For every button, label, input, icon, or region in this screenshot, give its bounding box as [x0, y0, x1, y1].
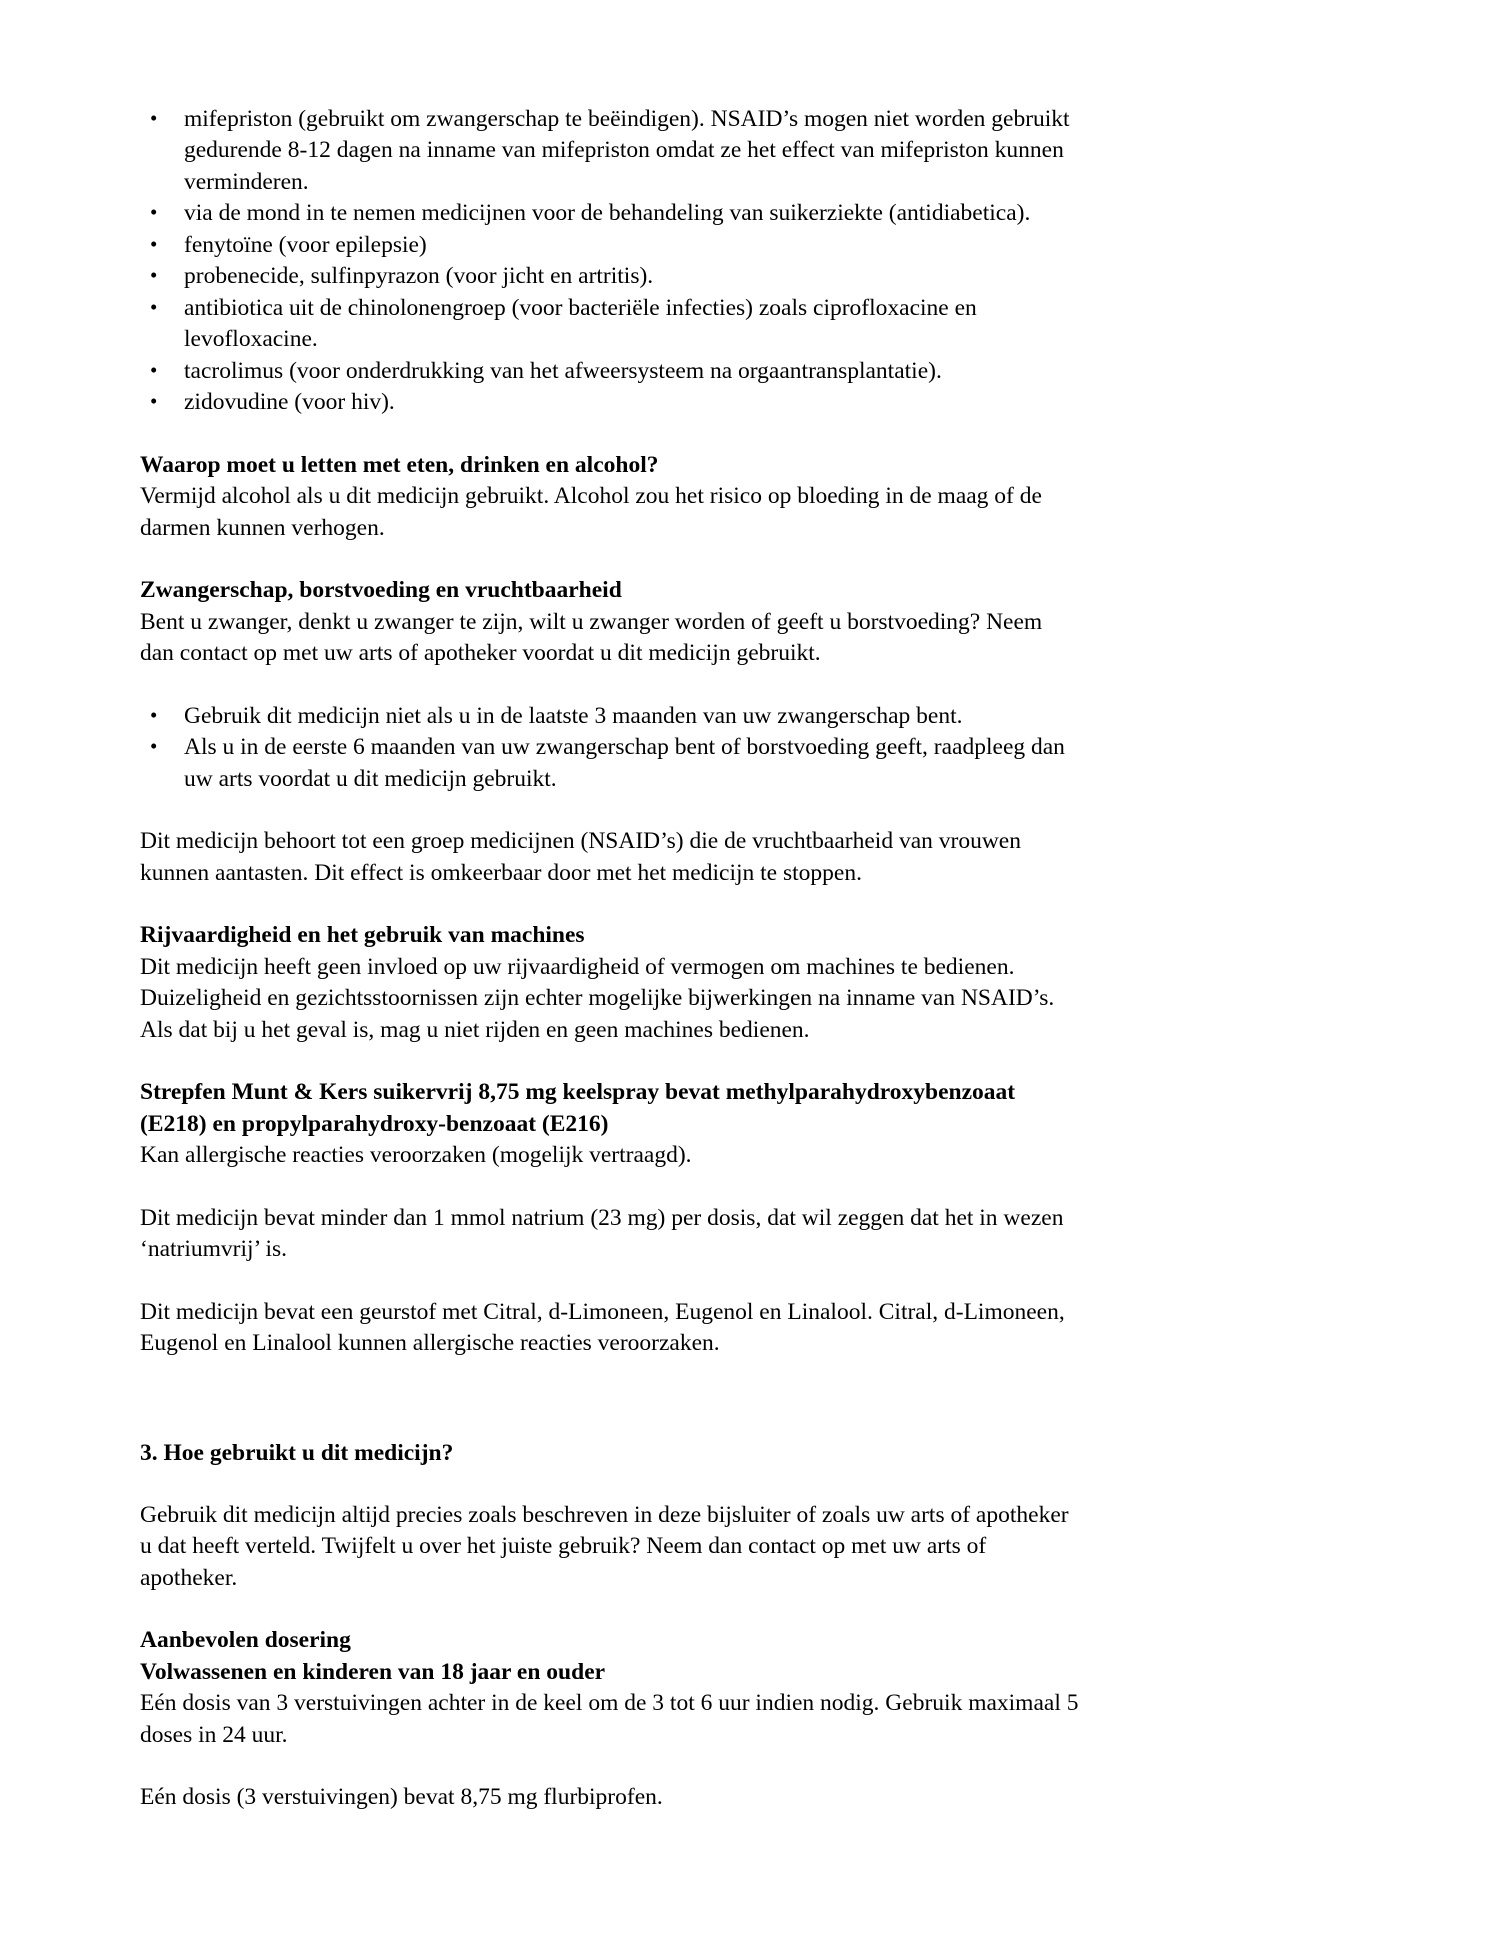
list-item-text: fenytoïne (voor epilepsie)	[184, 231, 427, 258]
spacer	[140, 1360, 1080, 1438]
bullet-icon: •	[150, 734, 158, 759]
section-heading-pregnancy: Zwangerschap, borstvoeding en vruchtbaarheid	[140, 577, 622, 604]
section-heading-driving: Rijvaardigheid en het gebruik van machines	[140, 922, 585, 949]
dosage-body: Eén dosis van 3 verstuivingen achter in de keel om de 3 tot 6 uur indien nodig. Gebruik maximaal 5 doses in 24 uur.	[140, 1690, 1079, 1748]
spacer	[140, 1594, 1080, 1625]
bullet-icon: •	[150, 200, 158, 225]
spacer	[140, 889, 1080, 920]
bullet-icon: •	[150, 702, 158, 727]
list-item-text: probenecide, sulfinpyrazon (voor jicht en artritis).	[184, 263, 654, 290]
list-item-text: tacrolimus (voor onderdrukking van het afweersysteem na orgaantransplantatie).	[184, 357, 942, 384]
section-body-food-drink-alcohol: Vermijd alcohol als u dit medicijn gebruikt. Alcohol zou het risico op bloeding in de maag of de darmen kunnen verhogen.	[140, 483, 1042, 541]
interaction-bullet-list	[140, 104, 1080, 419]
dose-content-note: Eén dosis (3 verstuivingen) bevat 8,75 mg flurbiprofen.	[140, 1784, 663, 1811]
list-item-text: mifepriston (gebruikt om zwangerschap te beëindigen). NSAID’s mogen niet worden gebruikt gedurende 8-12 dagen na inname van mifepriston omdat ze het effect van mifepriston kunnen verminderen.	[184, 106, 1070, 195]
list-item-text: antibiotica uit de chinolonengroep (voor bacteriële infecties) zoals ciprofloxacine en levofloxacine.	[184, 294, 977, 353]
list-item	[140, 230, 1080, 261]
spacer	[140, 544, 1080, 575]
spacer	[140, 1469, 1080, 1500]
list-item	[140, 293, 1080, 356]
list-item	[140, 198, 1080, 229]
list-item	[140, 387, 1080, 418]
section-heading-excipients: Strepfen Munt & Kers suikervrij 8,75 mg keelspray bevat methylparahydroxybenzoaat (E218) en propylparahydroxy-benzoaat (E216)	[140, 1079, 1016, 1137]
list-item	[140, 701, 1080, 732]
spacer	[140, 795, 1080, 826]
fragrance-note: Dit medicijn bevat een geurstof met Citral, d-Limoneen, Eugenol en Linalool. Citral, d-Limoneen, Eugenol en Linalool kunnen allergische reacties veroorzaken.	[140, 1298, 1065, 1357]
bullet-icon: •	[150, 389, 158, 414]
list-item	[140, 104, 1080, 198]
how-to-use-intro: Gebruik dit medicijn altijd precies zoals beschreven in deze bijsluiter of zoals uw arts of apotheker u dat heeft verteld. Twijfelt u over het juiste gebruik? Neem dan contact op met uw arts of apotheker.	[140, 1501, 1069, 1591]
dosage-heading: Aanbevolen dosering	[140, 1627, 351, 1654]
spacer	[140, 1751, 1080, 1782]
dosage-subheading: Volwassenen en kinderen van 18 jaar en ouder	[140, 1658, 606, 1685]
list-item-text: via de mond in te nemen medicijnen voor de behandeling van suikerziekte (antidiabetica).	[184, 200, 1031, 227]
list-item	[140, 261, 1080, 292]
section-body-excipients: Kan allergische reacties veroorzaken (mogelijk vertraagd).	[140, 1142, 692, 1169]
list-item-text: zidovudine (voor hiv).	[184, 389, 395, 416]
list-item-text: Gebruik dit medicijn niet als u in de laatste 3 maanden van uw zwangerschap bent.	[184, 702, 963, 729]
section-body-driving: Dit medicijn heeft geen invloed op uw rijvaardigheid of vermogen om machines te bedienen. Duizeligheid en gezichtsstoornissen zijn echter mogelijke bijwerkingen na inname van NSAID’s. Als dat bij u het geval is, mag u niet rijden en geen machines bedienen.	[140, 953, 1055, 1043]
pregnancy-bullet-list	[140, 701, 1080, 795]
spacer	[140, 1266, 1080, 1297]
bullet-icon: •	[150, 231, 158, 256]
list-item	[140, 356, 1080, 387]
spacer	[140, 1172, 1080, 1203]
section-body-pregnancy: Bent u zwanger, denkt u zwanger te zijn, wilt u zwanger worden of geeft u borstvoeding? Neem dan contact op met uw arts of apotheker voordat u dit medicijn gebruikt.	[140, 608, 1043, 667]
bullet-icon: •	[150, 263, 158, 288]
bullet-icon: •	[150, 294, 158, 319]
bullet-icon: •	[150, 106, 158, 130]
sodium-note: Dit medicijn bevat minder dan 1 mmol natrium (23 mg) per dosis, dat wil zeggen dat het in wezen ‘natriumvrij’ is.	[140, 1204, 1064, 1263]
section-heading-food-drink-alcohol: Waarop moet u letten met eten, drinken en alcohol?	[140, 451, 659, 478]
section-heading-how-to-use: 3. Hoe gebruikt u dit medicijn?	[140, 1439, 454, 1466]
list-item-text: Als u in de eerste 6 maanden van uw zwangerschap bent of borstvoeding geeft, raadpleeg dan uw arts voordat u dit medicijn gebruikt.	[184, 734, 1065, 792]
spacer	[140, 1046, 1080, 1077]
page-content	[140, 104, 1080, 1814]
fertility-note: Dit medicijn behoort tot een groep medicijnen (NSAID’s) die de vruchtbaarheid van vrouwen kunnen aantasten. Dit effect is omkeerbaar door met het medicijn te stoppen.	[140, 828, 1021, 886]
bullet-icon: •	[150, 357, 158, 382]
spacer	[140, 419, 1080, 450]
spacer	[140, 670, 1080, 701]
list-item	[140, 732, 1080, 795]
